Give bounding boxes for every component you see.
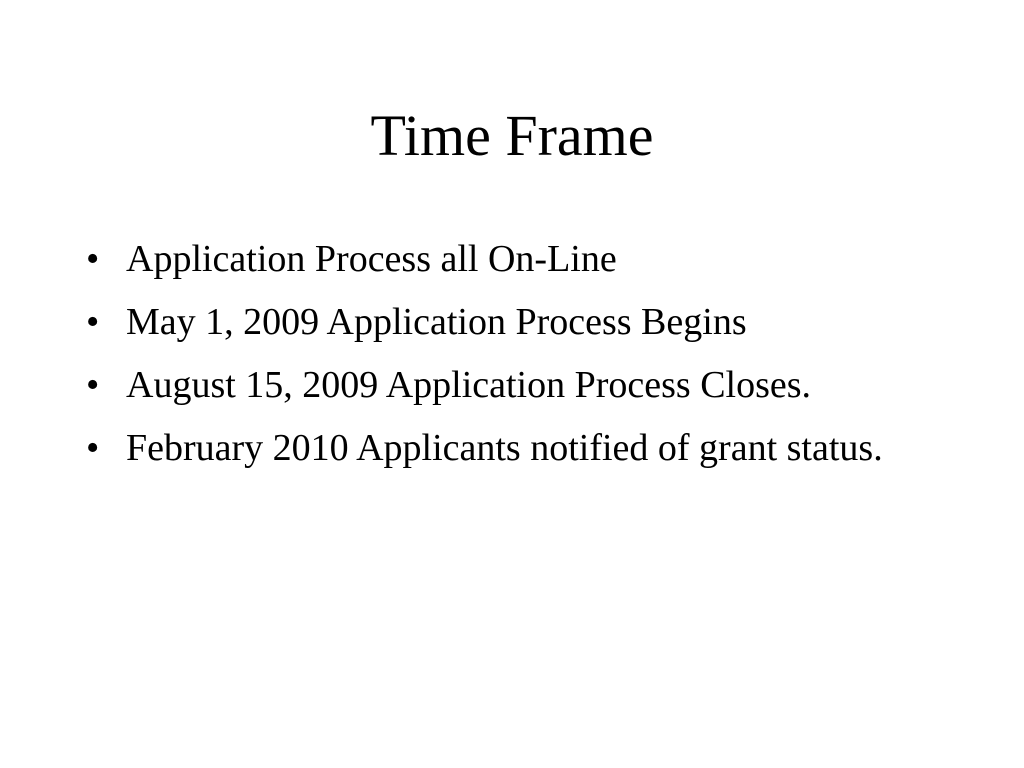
bullet-text: Application Process all On-Line <box>126 238 617 280</box>
bullet-marker: • <box>86 238 100 280</box>
bullet-text: February 2010 Applicants notified of grant status. <box>126 427 883 469</box>
bullet-marker: • <box>86 427 100 469</box>
bullet-item <box>84 358 944 412</box>
bullet-item <box>84 295 944 349</box>
bullet-list <box>84 232 944 484</box>
slide-title: Time Frame <box>370 103 654 168</box>
bullet-item <box>84 232 944 286</box>
bullet-marker: • <box>86 301 100 343</box>
bullet-text: May 1, 2009 Application Process Begins <box>126 301 747 343</box>
bullet-item <box>84 421 944 475</box>
bullet-text: August 15, 2009 Application Process Closes. <box>126 364 812 406</box>
bullet-marker: • <box>86 364 100 406</box>
